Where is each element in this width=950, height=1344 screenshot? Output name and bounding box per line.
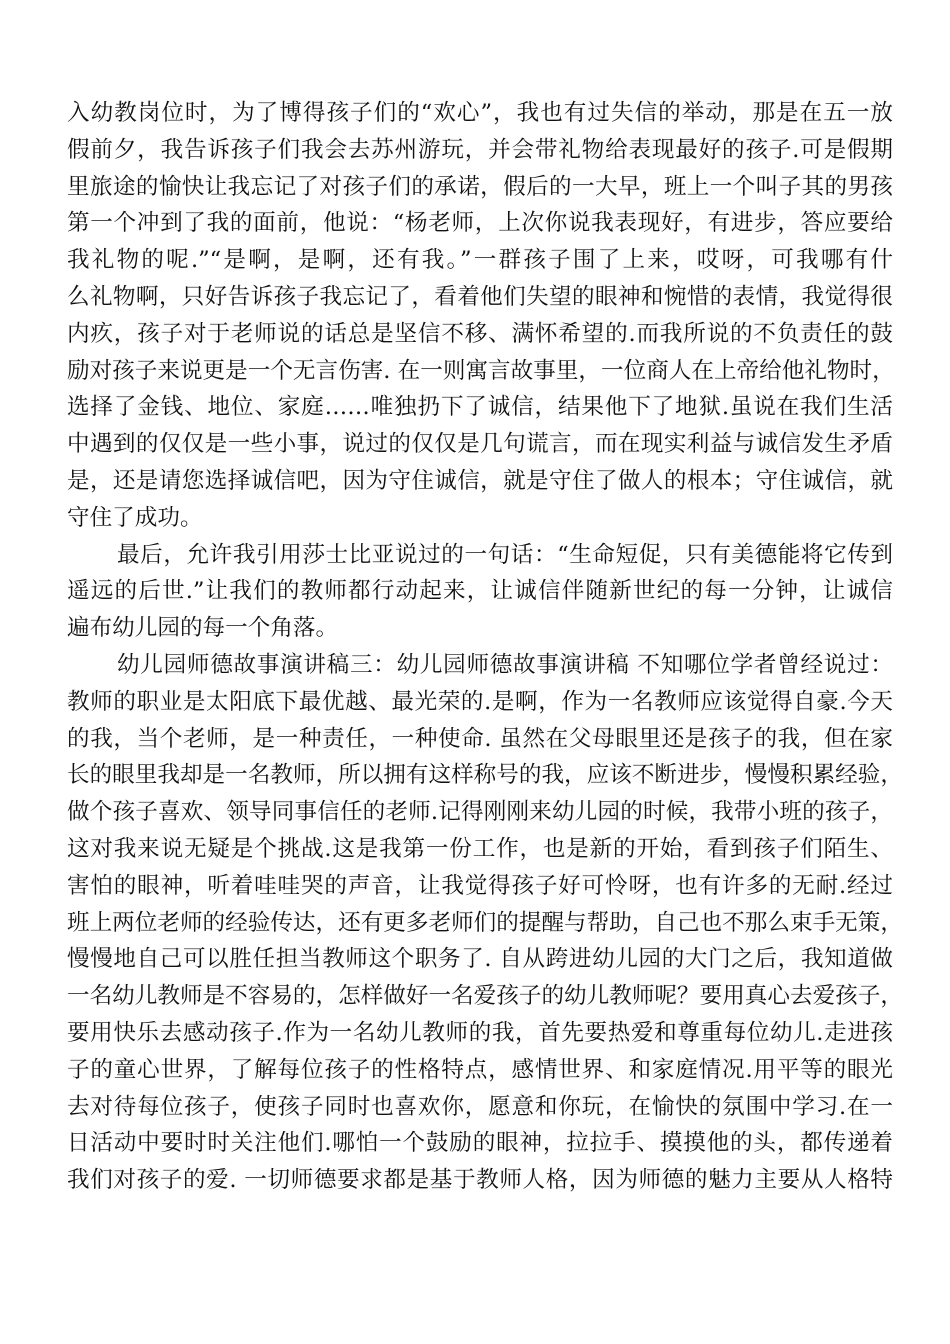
text-line: 遥远的后世.”让我们的教师都行动起来，让诚信伴随新世纪的每一分钟，让诚信 [67, 578, 893, 605]
text-line: 励对孩子来说更是一个无言伤害. 在一则寓言故事里，一位商人在上帝给他礼物时， [67, 357, 895, 384]
document-body [67, 95, 903, 1199]
text-line: 入幼教岗位时，为了博得孩子们的“欢心”，我也有过失信的举动，那是在五一放 [67, 100, 893, 126]
text-line: 中遇到的仅仅是一些小事，说过的仅仅是几句谎言，而在现实利益与诚信发生矛盾 [67, 431, 893, 458]
text-line: 第一个冲到了我的面前，他说：“杨老师，上次你说我表现好，有进步，答应要给 [67, 210, 893, 237]
text-line: 长的眼里我却是一名教师，所以拥有这样称号的我，应该不断进步，慢慢积累经验， [67, 762, 903, 789]
text-line: 去对待每位孩子，使孩子同时也喜欢你，愿意和你玩，在愉快的氛围中学习.在一 [67, 1093, 893, 1120]
text-line: 这对我来说无疑是个挑战.这是我第一份工作，也是新的开始，看到孩子们陌生、 [67, 835, 893, 862]
text-line: 日活动中要时时关注他们.哪怕一个鼓励的眼神，拉拉手、摸摸他的头，都传递着 [67, 1130, 893, 1157]
text-line: 选择了金钱、地位、家庭……唯独扔下了诚信，结果他下了地狱.虽说在我们生活 [67, 394, 893, 421]
text-line: 班上两位老师的经验传达，还有更多老师们的提醒与帮助，自己也不那么束手无策， [67, 909, 903, 936]
text-line: 是，还是请您选择诚信吧，因为守住诚信，就是守住了做人的根本；守住诚信，就 [67, 467, 893, 494]
text-line: 幼儿园师德故事演讲稿三：幼儿园师德故事演讲稿 不知哪位学者曾经说过： [117, 651, 893, 678]
text-line: 慢慢地自己可以胜任担当教师这个职务了. 自从跨进幼儿园的大门之后，我知道做 [67, 946, 893, 973]
text-line: 害怕的眼神，听着哇哇哭的声音，让我觉得孩子好可怜呀，也有许多的无耐.经过 [67, 872, 893, 899]
text-line: 里旅途的愉快让我忘记了对孩子们的承诺，假后的一大早，班上一个叫子其的男孩 [67, 173, 893, 200]
text-line: 假前夕，我告诉孩子们我会去苏州游玩，并会带礼物给表现最好的孩子.可是假期 [67, 136, 893, 163]
text-line: 最后，允许我引用莎士比亚说过的一句话：“生命短促，只有美德能将它传到 [117, 541, 893, 568]
text-line: 遍布幼儿园的每一个角落。 [67, 615, 339, 642]
text-line: 我们对孩子的爱. 一切师德要求都是基于教师人格，因为师德的魅力主要从人格特 [67, 1167, 893, 1194]
text-line: 教师的职业是太阳底下最优越、最光荣的.是啊，作为一名教师应该觉得自豪.今天 [67, 688, 893, 715]
text-line: 内疚，孩子对于老师说的话总是坚信不移、满怀希望的.而我所说的不负责任的鼓 [67, 320, 893, 347]
text-line: 一名幼儿教师是不容易的，怎样做好一名爱孩子的幼儿教师呢？要用真心去爱孩子， [67, 983, 903, 1010]
text-line: 做个孩子喜欢、领导同事信任的老师.记得刚刚来幼儿园的时候，我带小班的孩子， [67, 799, 893, 826]
text-line: 的我，当个老师，是一种责任，一种使命. 虽然在父母眼里还是孩子的我，但在家 [67, 725, 893, 752]
text-line: 子的童心世界，了解每位孩子的性格特点，感情世界、和家庭情况.用平等的眼光 [67, 1056, 893, 1083]
text-line: 么礼物啊，只好告诉孩子我忘记了，看着他们失望的眼神和惋惜的表情，我觉得很 [67, 283, 893, 310]
text-line: 我礼物的呢.”“是啊，是啊，还有我。”一群孩子围了上来，哎呀，可我哪有什 [67, 247, 893, 274]
text-line: 要用快乐去感动孩子.作为一名幼儿教师的我，首先要热爱和尊重每位幼儿.走进孩 [67, 1019, 893, 1046]
text-line: 守住了成功。 [67, 504, 203, 531]
